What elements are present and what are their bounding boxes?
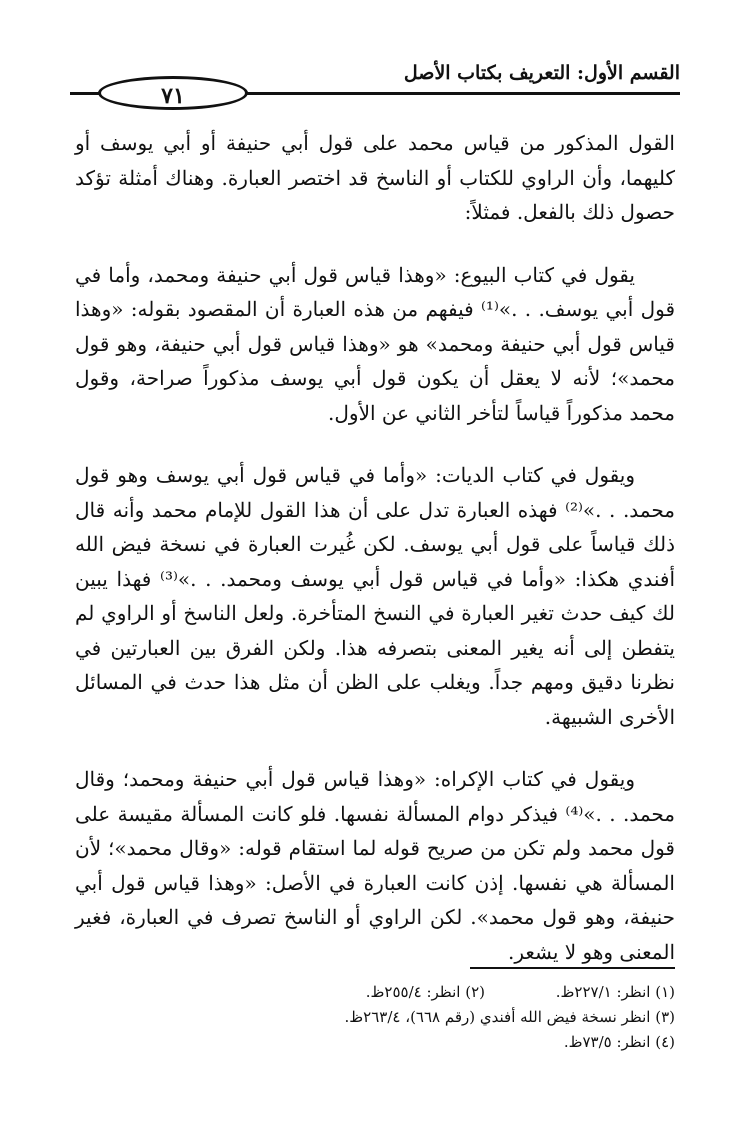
- page-header: [70, 62, 680, 109]
- paragraph: يقول في كتاب البيوع: «وهذا قياس قول أبي حنيفة ومحمد، وأما في قول أبي يوسف. . .»⁽¹⁾ فيفهم من هذه العبارة أن المقصود بقوله: «وهذا قياس قول أبي حنيفة ومحمد» هو «وهذا قياس قول أبي حنيفة، وهو قول محمد»؛ لأنه لا يعقل أن يكون قول أبي يوسف مذكوراً صراحة، وقول محمد مذكوراً قياساً لتأخر الثاني عن الأول.: [75, 262, 676, 425]
- footnote-row: [75, 980, 675, 1005]
- page-number: ٧١: [98, 76, 248, 110]
- running-title: القسم الأول: التعريف بكتاب الأصل: [403, 62, 680, 84]
- paragraph: ويقول في كتاب الإكراه: «وهذا قياس قول أبي حنيفة ومحمد؛ وقال محمد. . .»⁽⁴⁾ فيذكر دوام المسألة نفسها. فلو كانت المسألة مقيسة على قول محمد ولم تكن من صريح قوله لما استقام قوله: «وقال محمد»؛ لأن المسألة هي نفسها. إذن كانت العبارة في الأصل: «وهذا قياس قول أبي حنيفة، وهو قول محمد». لكن الراوي أو الناسخ تصرف في العبارة، فغير المعنى وهو لا يشعر.: [75, 767, 675, 964]
- main-text: [75, 126, 675, 997]
- footnote: (٣) انظر نسخة فيض الله أفندي (رقم ٦٦٨)، ٢٦٣/٤ظ.: [344, 1008, 675, 1026]
- footnote: (٢) انظر: ٢٥٥/٤ظ.: [365, 983, 485, 1001]
- paragraph: القول المذكور من قياس محمد على قول أبي حنيفة أو أبي يوسف أو كليهما، وأن الراوي للكتاب أو الناسخ قد اختصر العبارة. وهناك أمثلة تؤكد حصول ذلك بالفعل. فمثلاً:: [75, 131, 675, 224]
- footnote: (٤) انظر: ٧٣/٥ظ.: [563, 1033, 675, 1051]
- paragraph: ويقول في كتاب الديات: «وأما في قياس قول أبي يوسف وهو قول محمد. . .»⁽²⁾ فهذه العبارة تدل على أن هذا القول للإمام محمد وأنه قال ذلك قياساً على قول أبي يوسف. لكن غُيرت العبارة في نسخة فيض الله أفندي هكذا: «وأما في قياس قول أبي يوسف ومحمد. . .»⁽³⁾ فهذا يبين لك كيف حدث تغير العبارة في النسخ المتأخرة. ولعل الناسخ أو الراوي لم يتفطن إلى أنه يغير المعنى بتصرفه هذا. ولكن الفرق بين العبارتين في نظرنا دقيق ومهم جداً. ويغلب على الظن أن مثل هذا حدث في المسائل الأخرى الشبيهة.: [75, 463, 675, 729]
- footnotes: [75, 980, 675, 1055]
- footnote-separator: [470, 967, 675, 969]
- footnote: (١) انظر: ٢٢٧/١ظ.: [555, 983, 675, 1001]
